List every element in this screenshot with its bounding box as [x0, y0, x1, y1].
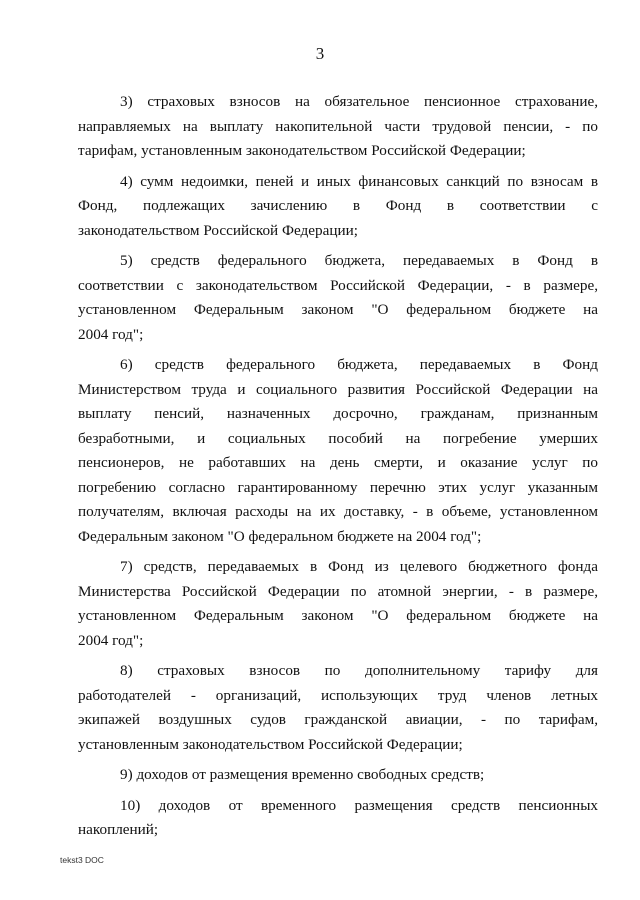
text-line: 9) доходов от размещения временно свободных средств;	[120, 766, 485, 783]
paragraph-item-8	[78, 659, 598, 757]
text-line: установленным законодательством Российской Федерации;	[78, 735, 463, 753]
paragraph-item-3	[78, 90, 598, 164]
text-line: экипажей воздушных судов гражданской авиации, - по тарифам,	[78, 711, 598, 728]
text-line: выплату пенсий, назначенных досрочно, гражданам, признанным	[78, 405, 598, 422]
text-line: пенсионеров, не работавших на день смерти, и оказание услуг по	[78, 454, 598, 471]
paragraph-item-6	[78, 353, 598, 549]
text-line: тарифам, установленным законодательством Российской Федерации;	[78, 142, 526, 159]
file-name-footer: tekst3 DOC	[60, 855, 104, 865]
text-line: 3) страховых взносов на обязательное пенсионное страхование,	[120, 93, 598, 110]
text-line: погребению согласно гарантированному перечню этих услуг указанным	[78, 478, 598, 496]
text-line: 4) сумм недоимки, пеней и иных финансовых санкций по взносам в	[120, 172, 598, 190]
text-line: 5) средств федерального бюджета, передаваемых в Фонд в	[120, 252, 598, 269]
text-line: установленном Федеральным законом "О федеральном бюджете на	[78, 607, 598, 624]
text-line: законодательством Российской Федерации;	[78, 221, 358, 239]
paragraph-item-5	[78, 249, 598, 347]
text-line: 2004 год";	[78, 631, 144, 649]
text-line: 6) средств федерального бюджета, передаваемых в Фонд	[120, 356, 598, 373]
text-line: безработными, и социальных пособий на погребение умерших	[78, 429, 598, 447]
text-line: 8) страховых взносов по дополнительному тарифу для	[120, 662, 598, 679]
page-number: 3	[315, 44, 325, 63]
text-line: Министерством труда и социального развития Российской Федерации на	[78, 380, 598, 398]
paragraph-item-7	[78, 555, 598, 653]
text-line: соответствии с законодательством Российской Федерации, - в размере,	[78, 276, 598, 294]
text-line: направляемых на выплату накопительной части трудовой пенсии, - по	[78, 117, 598, 135]
text-line: 7) средств, передаваемых в Фонд из целевого бюджетного фонда	[120, 558, 598, 575]
paragraph-item-9	[78, 763, 598, 788]
text-line: Федеральным законом "О федеральном бюджете на 2004 год";	[78, 527, 482, 545]
paragraph-item-4	[78, 170, 598, 244]
document-body	[78, 90, 598, 849]
text-line: установленном Федеральным законом "О федеральном бюджете на	[78, 301, 598, 318]
text-line: Фонд, подлежащих зачислению в Фонд в соответствии с	[78, 197, 598, 214]
text-line: Министерства Российской Федерации по атомной энергии, - в размере,	[78, 582, 598, 600]
text-line: 10) доходов от временного размещения средств пенсионных	[120, 796, 598, 814]
text-line: накоплений;	[78, 821, 159, 838]
paragraph-item-10	[78, 794, 598, 843]
text-line: получателям, включая расходы на их доставку, - в объеме, установленном	[78, 503, 598, 520]
text-line: 2004 год";	[78, 325, 144, 343]
text-line: работодателей - организаций, использующих труд членов летных	[78, 686, 598, 704]
